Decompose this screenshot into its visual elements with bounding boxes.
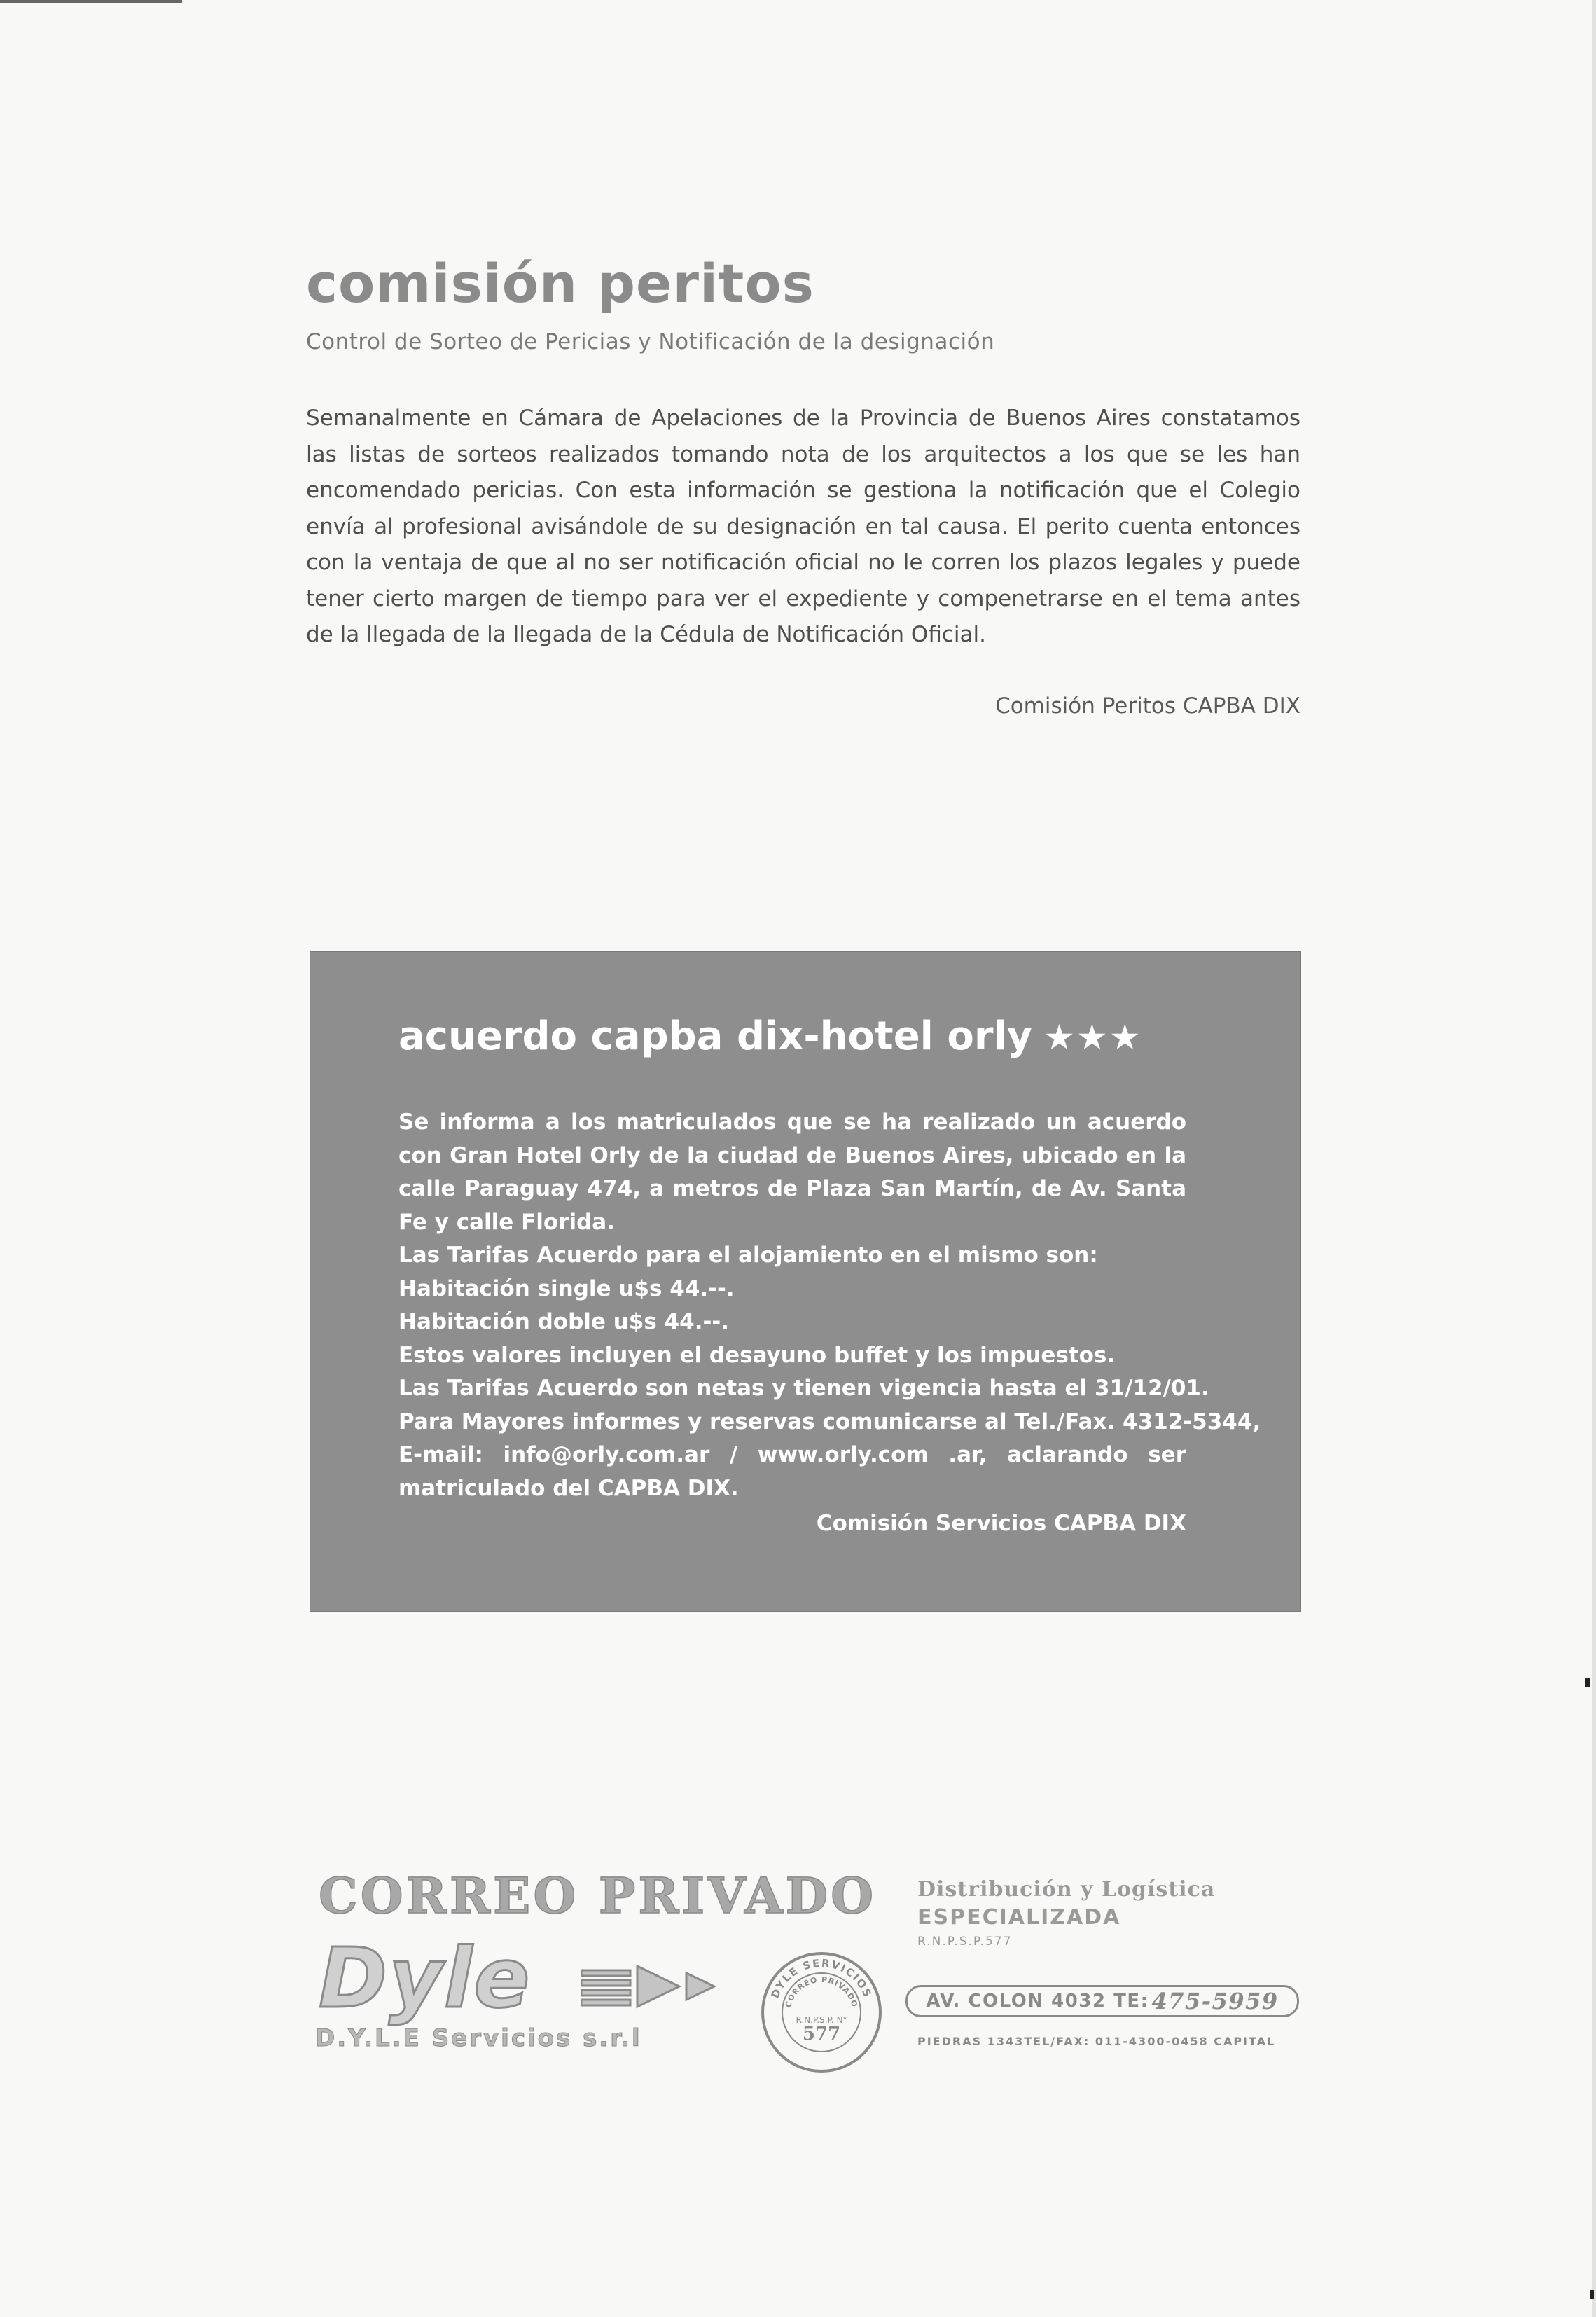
seal-number-label: R.N.P.S.P. N° xyxy=(796,2015,847,2025)
page-edge xyxy=(1592,0,1596,2317)
peritos-signature: Comisión Peritos CAPBA DIX xyxy=(995,693,1300,719)
star-rating-icon: ★★★ xyxy=(1043,1017,1142,1058)
scan-speck xyxy=(1590,2290,1594,2299)
hotel-validity-line: Las Tarifas Acuerdo son netas y tienen vigencia hasta el 31/12/01. xyxy=(398,1376,1209,1401)
hotel-agreement-box xyxy=(310,951,1301,1612)
svg-text:CORREO PRIVADO xyxy=(784,1975,859,2009)
section-subtitle-peritos: Control de Sorteo de Pericias y Notificación de la designación xyxy=(306,329,995,354)
svg-text:DYLE SERVICIOS xyxy=(769,1957,875,2000)
ad-address-box xyxy=(905,1985,1299,2017)
hotel-agreement-body xyxy=(398,1106,1261,1505)
ad-headline: CORREO PRIVADO xyxy=(319,1867,877,1925)
seal-inner-text: CORREO PRIVADO xyxy=(783,1974,860,2009)
scan-speck xyxy=(1585,1678,1590,1687)
ad-footer-address: PIEDRAS 1343TEL/FAX: 011-4300-0458 CAPITAL xyxy=(917,2035,1276,2048)
ad-phone: 475-5959 xyxy=(1151,1988,1279,2014)
hotel-title-text: acuerdo capba dix-hotel orly xyxy=(398,1014,1033,1059)
hotel-intro-text: Se informa a los matriculados que se ha realizado un acuerdo con Gran Hotel Orly de la ciudad de Buenos Aires, ubicado en la calle Paraguay 474, a metros de Plaza San Martín, de Av. Santa Fe y calle Florida. xyxy=(398,1109,1186,1235)
hotel-contact-line: E-mail: info@orly.com.ar / www.orly.com .ar, aclarando ser matriculado del CAPBA DIX. xyxy=(398,1442,1186,1501)
ad-company-name: D.Y.L.E Servicios s.r.l xyxy=(315,2024,642,2052)
hotel-signature: Comisión Servicios CAPBA DIX xyxy=(816,1511,1186,1536)
hotel-single-rate: Habitación single u$s 44.--. xyxy=(398,1275,735,1301)
ad-address-text: AV. COLON 4032 TE: xyxy=(926,1991,1149,2012)
peritos-body-text: Semanalmente en Cámara de Apelaciones de la Provincia de Buenos Aires constatamos las listas de sorteos realizados tomando nota de los arquitectos a los que se les han encomendado pericias. Con esta información se gestiona la notificación que el Colegio envía al profesional avisándole de su designación en tal causa. El perito cuenta entonces con la ventaja de que al no ser notificación oficial no le corren los plazos legales y puede tener cierto margen de tiempo para ver el expediente y compenetrarse en el tema antes de la llegada de la llegada de la Cédula de Notificación Oficial. xyxy=(306,406,1300,647)
hotel-phone-line: Para Mayores informes y reservas comunicarse al Tel./Fax. 4312-5344, xyxy=(398,1409,1261,1434)
hotel-agreement-title xyxy=(398,1014,1142,1059)
seal-icon xyxy=(756,1947,887,2077)
hotel-includes-line: Estos valores incluyen el desayuno buffet y los impuestos. xyxy=(398,1342,1116,1368)
seal-number: 577 xyxy=(802,2024,841,2045)
hotel-double-rate: Habitación doble u$s 44.--. xyxy=(398,1309,730,1334)
section-title-peritos: comisión peritos xyxy=(306,252,814,314)
ad-registration: R.N.P.S.P.577 xyxy=(917,1935,1013,1949)
ad-specialized-text: ESPECIALIZADA xyxy=(917,1905,1121,1930)
arrow-icon xyxy=(581,1958,742,2014)
top-rule xyxy=(0,0,182,3)
seal-top-text: DYLE SERVICIOS xyxy=(768,1956,875,2000)
hotel-rates-line: Las Tarifas Acuerdo para el alojamiento en el mismo son: xyxy=(398,1243,1098,1268)
ad-distribution-text: Distribución y Logística xyxy=(917,1877,1216,1902)
dyle-logo: Dyle xyxy=(319,1930,532,2026)
